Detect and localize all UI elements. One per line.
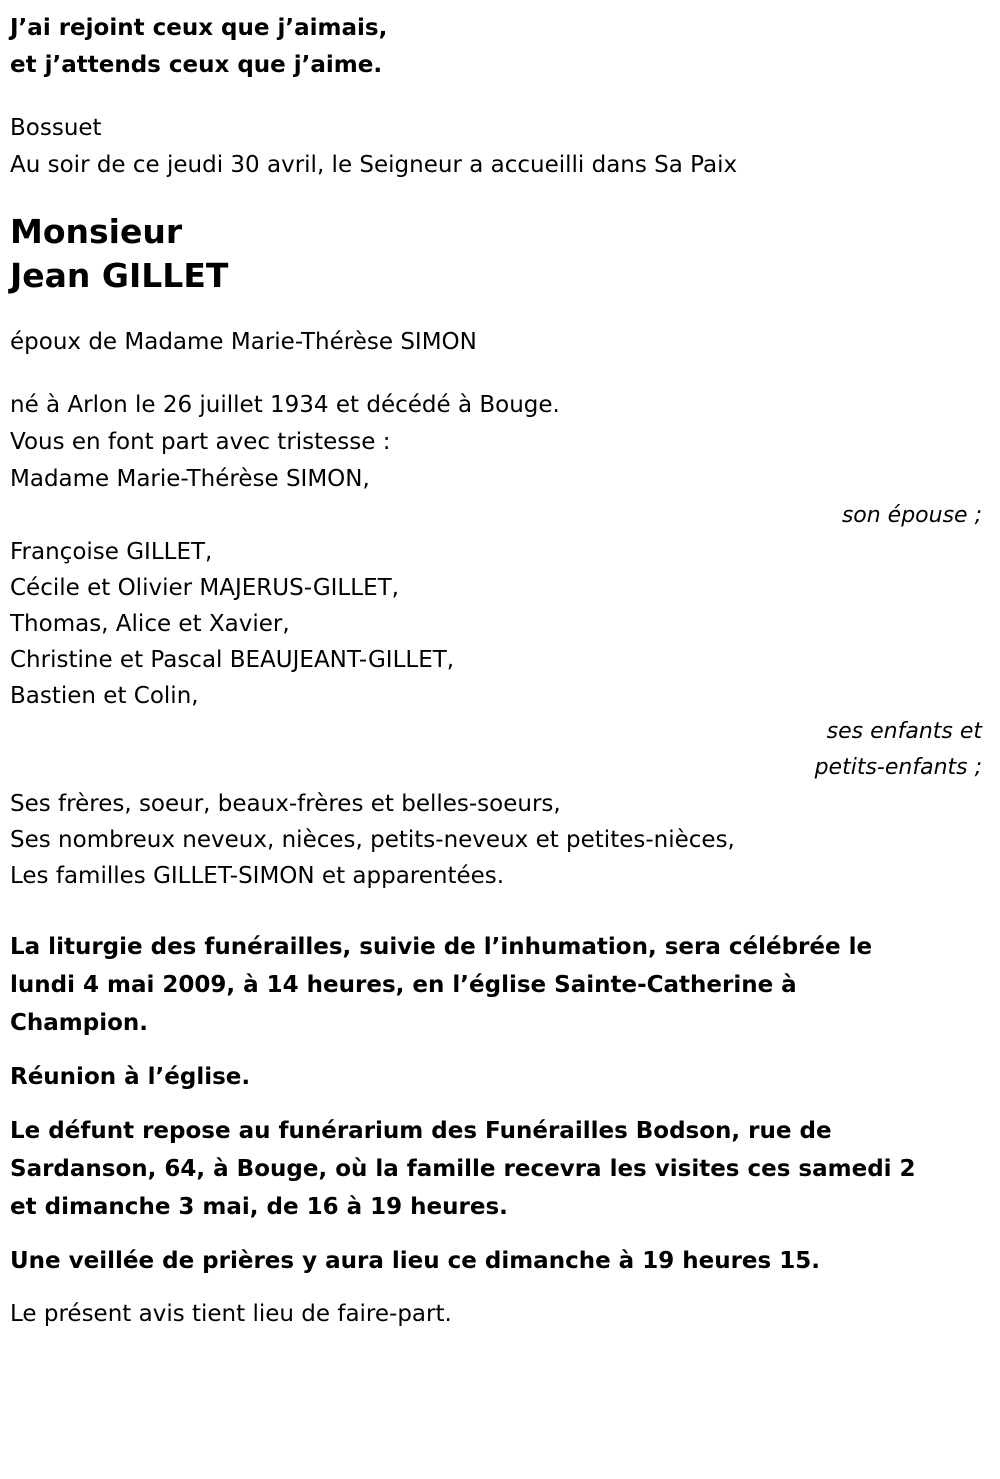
list-item: Thomas, Alice et Xavier, xyxy=(10,611,290,637)
spacer-after-quote xyxy=(10,84,986,110)
deceased-name: Jean GILLET xyxy=(10,256,229,295)
announce-intro-line: Vous en font part avec tristesse : xyxy=(10,429,391,455)
children-list xyxy=(10,534,986,714)
meeting-note: Réunion à l’église. xyxy=(10,1064,251,1090)
service-line-3: Champion. xyxy=(10,1010,148,1036)
funeral-home-details xyxy=(10,1112,986,1226)
quote-attribution: Bossuet xyxy=(10,115,102,141)
family-spouse: Madame Marie-Thérèse SIMON, xyxy=(10,466,370,492)
vigil-note: Une veillée de prières y aura lieu ce dimanche à 19 heures 15. xyxy=(10,1248,820,1274)
spouse-of-line: époux de Madame Marie-Thérèse SIMON xyxy=(10,329,477,355)
list-item: Ses nombreux neveux, nièces, petits-neveux et petites-nièces, xyxy=(10,827,735,853)
service-line-2: lundi 4 mai 2009, à 14 heures, en l’église Sainte-Catherine à xyxy=(10,972,797,998)
list-item: Ses frères, soeur, beaux-frères et belles-soeurs, xyxy=(10,791,561,817)
list-item: Les familles GILLET-SIMON et apparentées. xyxy=(10,863,505,889)
death-announcement-line: Au soir de ce jeudi 30 avril, le Seigneur a accueilli dans Sa Paix xyxy=(10,152,738,178)
spacer-before-funeral-home xyxy=(10,1096,986,1112)
spacer-after-spouse xyxy=(10,361,986,387)
children-role-line-2: petits-enfants ; xyxy=(814,755,982,780)
funeral-home-line-3: et dimanche 3 mai, de 16 à 19 heures. xyxy=(10,1194,508,1220)
family-spouse-role: son épouse ; xyxy=(841,503,982,528)
other-relatives-list xyxy=(10,786,986,894)
children-role-line-1: ses enfants et xyxy=(826,719,982,744)
list-item: Françoise GILLET, xyxy=(10,539,213,565)
epitaph-quote-line-1: J’ai rejoint ceux que j’aimais, xyxy=(10,15,388,41)
spacer-after-name xyxy=(10,298,986,324)
spacer-before-closing xyxy=(10,1280,986,1296)
spacer-before-name xyxy=(10,184,986,210)
list-item: Bastien et Colin, xyxy=(10,683,199,709)
honorific-title: Monsieur xyxy=(10,212,183,251)
spacer-before-service xyxy=(10,894,986,928)
birth-death-line: né à Arlon le 26 juillet 1934 et décédé à Bouge. xyxy=(10,392,560,418)
service-details xyxy=(10,928,986,1042)
list-item: Christine et Pascal BEAUJEANT-GILLET, xyxy=(10,647,455,673)
funeral-home-line-2: Sardanson, 64, à Bouge, où la famille recevra les visites ces samedi 2 xyxy=(10,1156,916,1182)
service-line-1: La liturgie des funérailles, suivie de l’inhumation, sera célébrée le xyxy=(10,934,873,960)
funeral-home-line-1: Le défunt repose au funérarium des Funérailles Bodson, rue de xyxy=(10,1118,832,1144)
closing-note: Le présent avis tient lieu de faire-part. xyxy=(10,1301,452,1327)
spacer-before-meeting xyxy=(10,1042,986,1058)
list-item: Cécile et Olivier MAJERUS-GILLET, xyxy=(10,575,399,601)
spacer-before-vigil xyxy=(10,1226,986,1242)
epitaph-quote-line-2: et j’attends ceux que j’aime. xyxy=(10,52,383,78)
